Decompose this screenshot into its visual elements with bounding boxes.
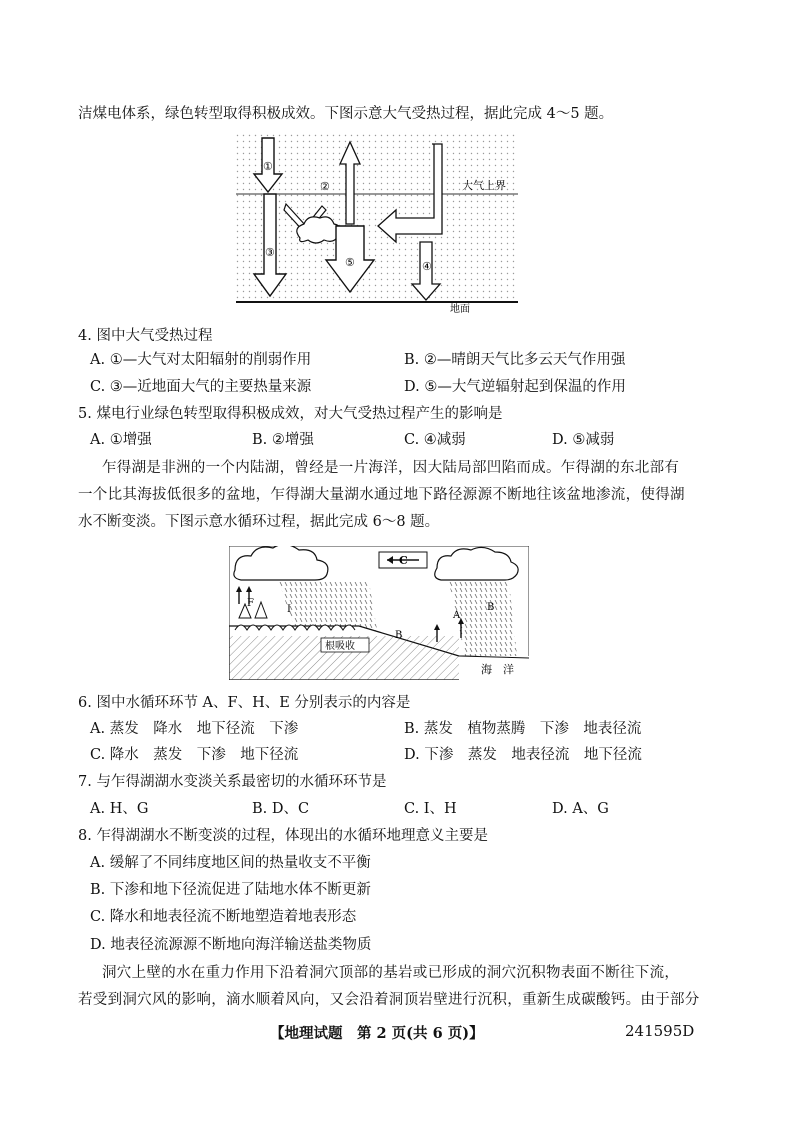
intro-line: 洁煤电体系，绿色转型取得积极成效。下图示意大气受热过程，据此完成 4～5 题。 — [78, 106, 614, 122]
passage2-line3: 水不断变淡。下图示意水循环过程，据此完成 6～8 题。 — [78, 514, 440, 530]
q8-option-b[interactable]: B. 下渗和地下径流促进了陆地水体不断更新 — [90, 882, 371, 898]
svg-text:根吸收: 根吸收 — [325, 641, 355, 652]
svg-text:③: ③ — [265, 246, 275, 259]
svg-text:②: ② — [320, 180, 330, 193]
q5-stem: 5. 煤电行业绿色转型取得积极成效，对大气受热过程产生的影响是 — [78, 406, 503, 422]
q5-option-c[interactable]: C. ④减弱 — [404, 432, 466, 448]
q6-option-c[interactable]: C. 降水 蒸发 下渗 地下径流 — [90, 747, 299, 763]
q5-option-a[interactable]: A. ①增强 — [90, 432, 152, 448]
q5-option-b[interactable]: B. ②增强 — [252, 432, 314, 448]
svg-text:大气上界: 大气上界 — [462, 179, 506, 192]
svg-text:F: F — [247, 598, 254, 609]
page-footer-title: 【地理试题 第 2 页(共 6 页)】 — [270, 1025, 484, 1042]
svg-text:地面: 地面 — [450, 304, 470, 314]
q7-option-c[interactable]: C. I、H — [404, 801, 457, 817]
svg-text:B: B — [395, 630, 403, 641]
svg-text:①: ① — [263, 160, 273, 173]
passage2-line1: 乍得湖是非洲的一个内陆湖，曾经是一片海洋，因大陆局部凹陷而成。乍得湖的东北部有 — [102, 460, 680, 476]
q6-option-a[interactable]: A. 蒸发 降水 地下径流 下渗 — [90, 721, 299, 737]
svg-text:海 洋: 海 洋 — [481, 663, 514, 676]
svg-text:C: C — [399, 554, 408, 567]
q6-stem: 6. 图中水循环环节 A、F、H、E 分别表示的内容是 — [78, 695, 411, 711]
q7-option-b[interactable]: B. D、C — [252, 801, 310, 817]
q4-option-c[interactable]: C. ③—近地面大气的主要热量来源 — [90, 379, 312, 395]
svg-text:④: ④ — [422, 260, 432, 273]
svg-text:⑤: ⑤ — [345, 256, 355, 269]
passage3-line2: 若受到洞穴风的影响，滴水顺着风向，又会沿着洞顶岩壁进行沉积，重新生成碳酸钙。由于部分 — [78, 992, 700, 1008]
page-footer-code: 241595D — [625, 1022, 695, 1040]
q5-option-d[interactable]: D. ⑤减弱 — [552, 432, 615, 448]
q7-option-a[interactable]: A. H、G — [90, 801, 149, 817]
passage3-line1: 洞穴上壁的水在重力作用下沿着洞穴顶部的基岩或已形成的洞穴沉积物表面不断往下流， — [102, 965, 680, 981]
svg-text:B: B — [487, 602, 495, 613]
q7-option-d[interactable]: D. A、G — [552, 801, 609, 817]
q4-option-d[interactable]: D. ⑤—大气逆辐射起到保温的作用 — [404, 379, 626, 395]
q8-stem: 8. 乍得湖湖水不断变淡的过程，体现出的水循环地理意义主要是 — [78, 828, 488, 844]
q4-option-a[interactable]: A. ①—大气对太阳辐射的削弱作用 — [90, 352, 312, 368]
q6-option-b[interactable]: B. 蒸发 植物蒸腾 下渗 地表径流 — [404, 721, 642, 737]
q7-stem: 7. 与乍得湖湖水变淡关系最密切的水循环环节是 — [78, 774, 387, 790]
q8-option-a[interactable]: A. 缓解了不同纬度地区间的热量收支不平衡 — [90, 855, 371, 871]
svg-text:A: A — [453, 610, 461, 621]
atmosphere-heating-figure — [236, 134, 518, 314]
svg-text:I: I — [287, 604, 291, 615]
passage2-line2: 一个比其海拔低很多的盆地，乍得湖大量湖水通过地下路径源源不断地往该盆地渗流，使得湖 — [78, 487, 685, 503]
q6-option-d[interactable]: D. 下渗 蒸发 地表径流 地下径流 — [404, 747, 642, 763]
q4-option-b[interactable]: B. ②—晴朗天气比多云天气作用强 — [404, 352, 626, 368]
q8-option-c[interactable]: C. 降水和地表径流不断地塑造着地表形态 — [90, 909, 357, 925]
water-cycle-figure — [229, 546, 529, 680]
q4-stem: 4. 图中大气受热过程 — [78, 328, 213, 344]
q8-option-d[interactable]: D. 地表径流源源不断地向海洋输送盐类物质 — [90, 937, 372, 953]
